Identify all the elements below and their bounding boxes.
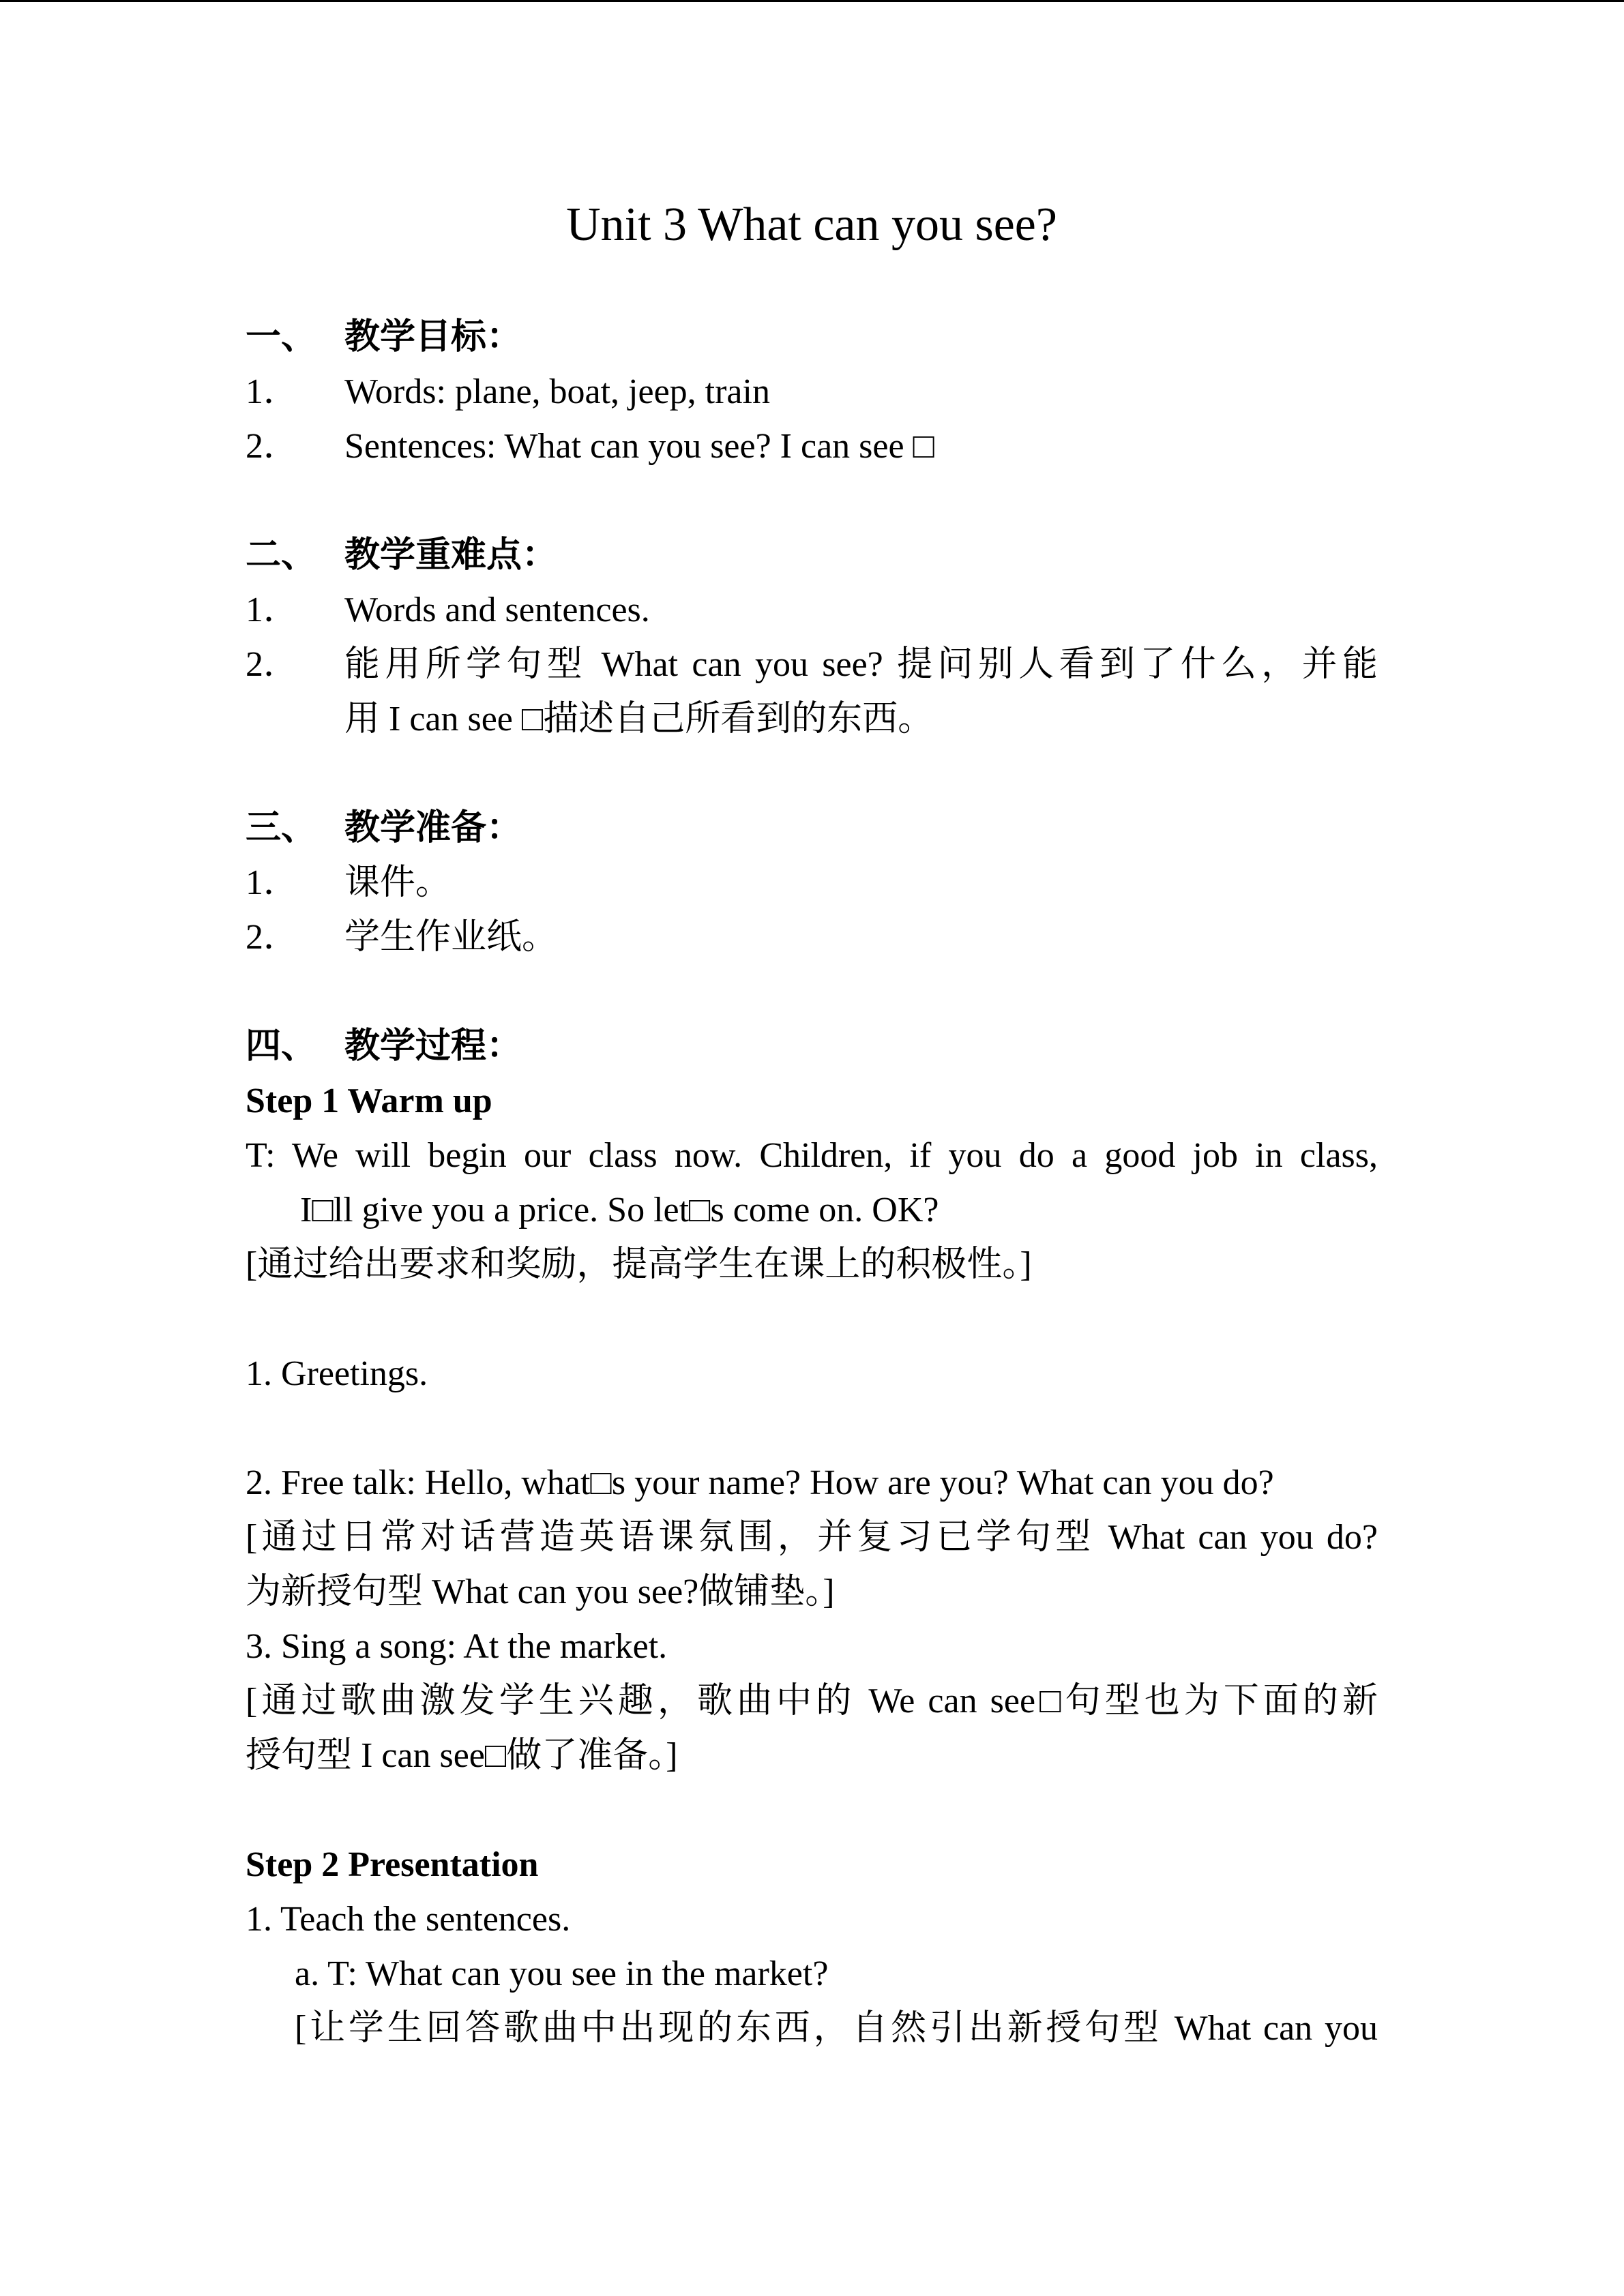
section-1-heading: 一、 教学目标： xyxy=(246,318,522,357)
section-3-item-2: 2． 学生作业纸。 xyxy=(246,918,558,957)
step-1-note-2-continued: 为新授句型 What can you see?做铺垫。] xyxy=(246,1572,835,1611)
step-1-note-3: [通过歌曲激发学生兴趣，歌曲中的 We can see□句型也为下面的新 xyxy=(246,1682,1378,1720)
step-2-heading: Step 2 Presentation xyxy=(246,1845,539,1884)
free-talk-item: 2. Free talk: Hello, what□s your name? How are you? What can you do? xyxy=(246,1463,1274,1502)
section-3-heading: 三、 教学准备： xyxy=(246,809,522,848)
page-top-border xyxy=(0,0,1624,2)
section-2-item-1: 1． Words and sentences. xyxy=(246,591,650,629)
document-title: Unit 3 What can you see? xyxy=(566,198,1057,251)
section-2-item-2-continued: 用 I can see □描述自己所看到的东西。 xyxy=(344,700,934,739)
teacher-line-continued: I□ll give you a price. So let□s come on. OK? xyxy=(300,1191,939,1229)
step-1-heading: Step 1 Warm up xyxy=(246,1082,492,1120)
greetings-item: 1. Greetings. xyxy=(246,1354,428,1393)
teacher-line: T: We will begin our class now. Children, if you do a good job in class, xyxy=(246,1136,1378,1175)
section-1-item-1: 1． Words: plane, boat, jeep, train xyxy=(246,372,770,411)
step-1-note-3-continued: 授句型 I can see□做了准备。] xyxy=(246,1736,678,1775)
section-4-heading: 四、 教学过程： xyxy=(246,1027,522,1066)
song-item: 3. Sing a song: At the market. xyxy=(246,1627,668,1666)
step-1-note-1: [通过给出要求和奖励，提高学生在课上的积极性。] xyxy=(246,1245,1032,1284)
section-1-item-2: 2． Sentences: What can you see? I can see □ xyxy=(246,427,934,466)
section-2-heading: 二、 教学重难点： xyxy=(246,536,558,575)
step-2-line-a: a. T: What can you see in the market? xyxy=(295,1954,829,1993)
step-2-note-a: [让学生回答歌曲中出现的东西，自然引出新授句型 What can you xyxy=(295,2009,1378,2048)
step-2-item-1: 1. Teach the sentences. xyxy=(246,1900,571,1939)
section-3-item-1: 1． 课件。 xyxy=(246,863,452,902)
step-1-note-2: [通过日常对话营造英语课氛围，并复习已学句型 What can you do? xyxy=(246,1518,1378,1557)
